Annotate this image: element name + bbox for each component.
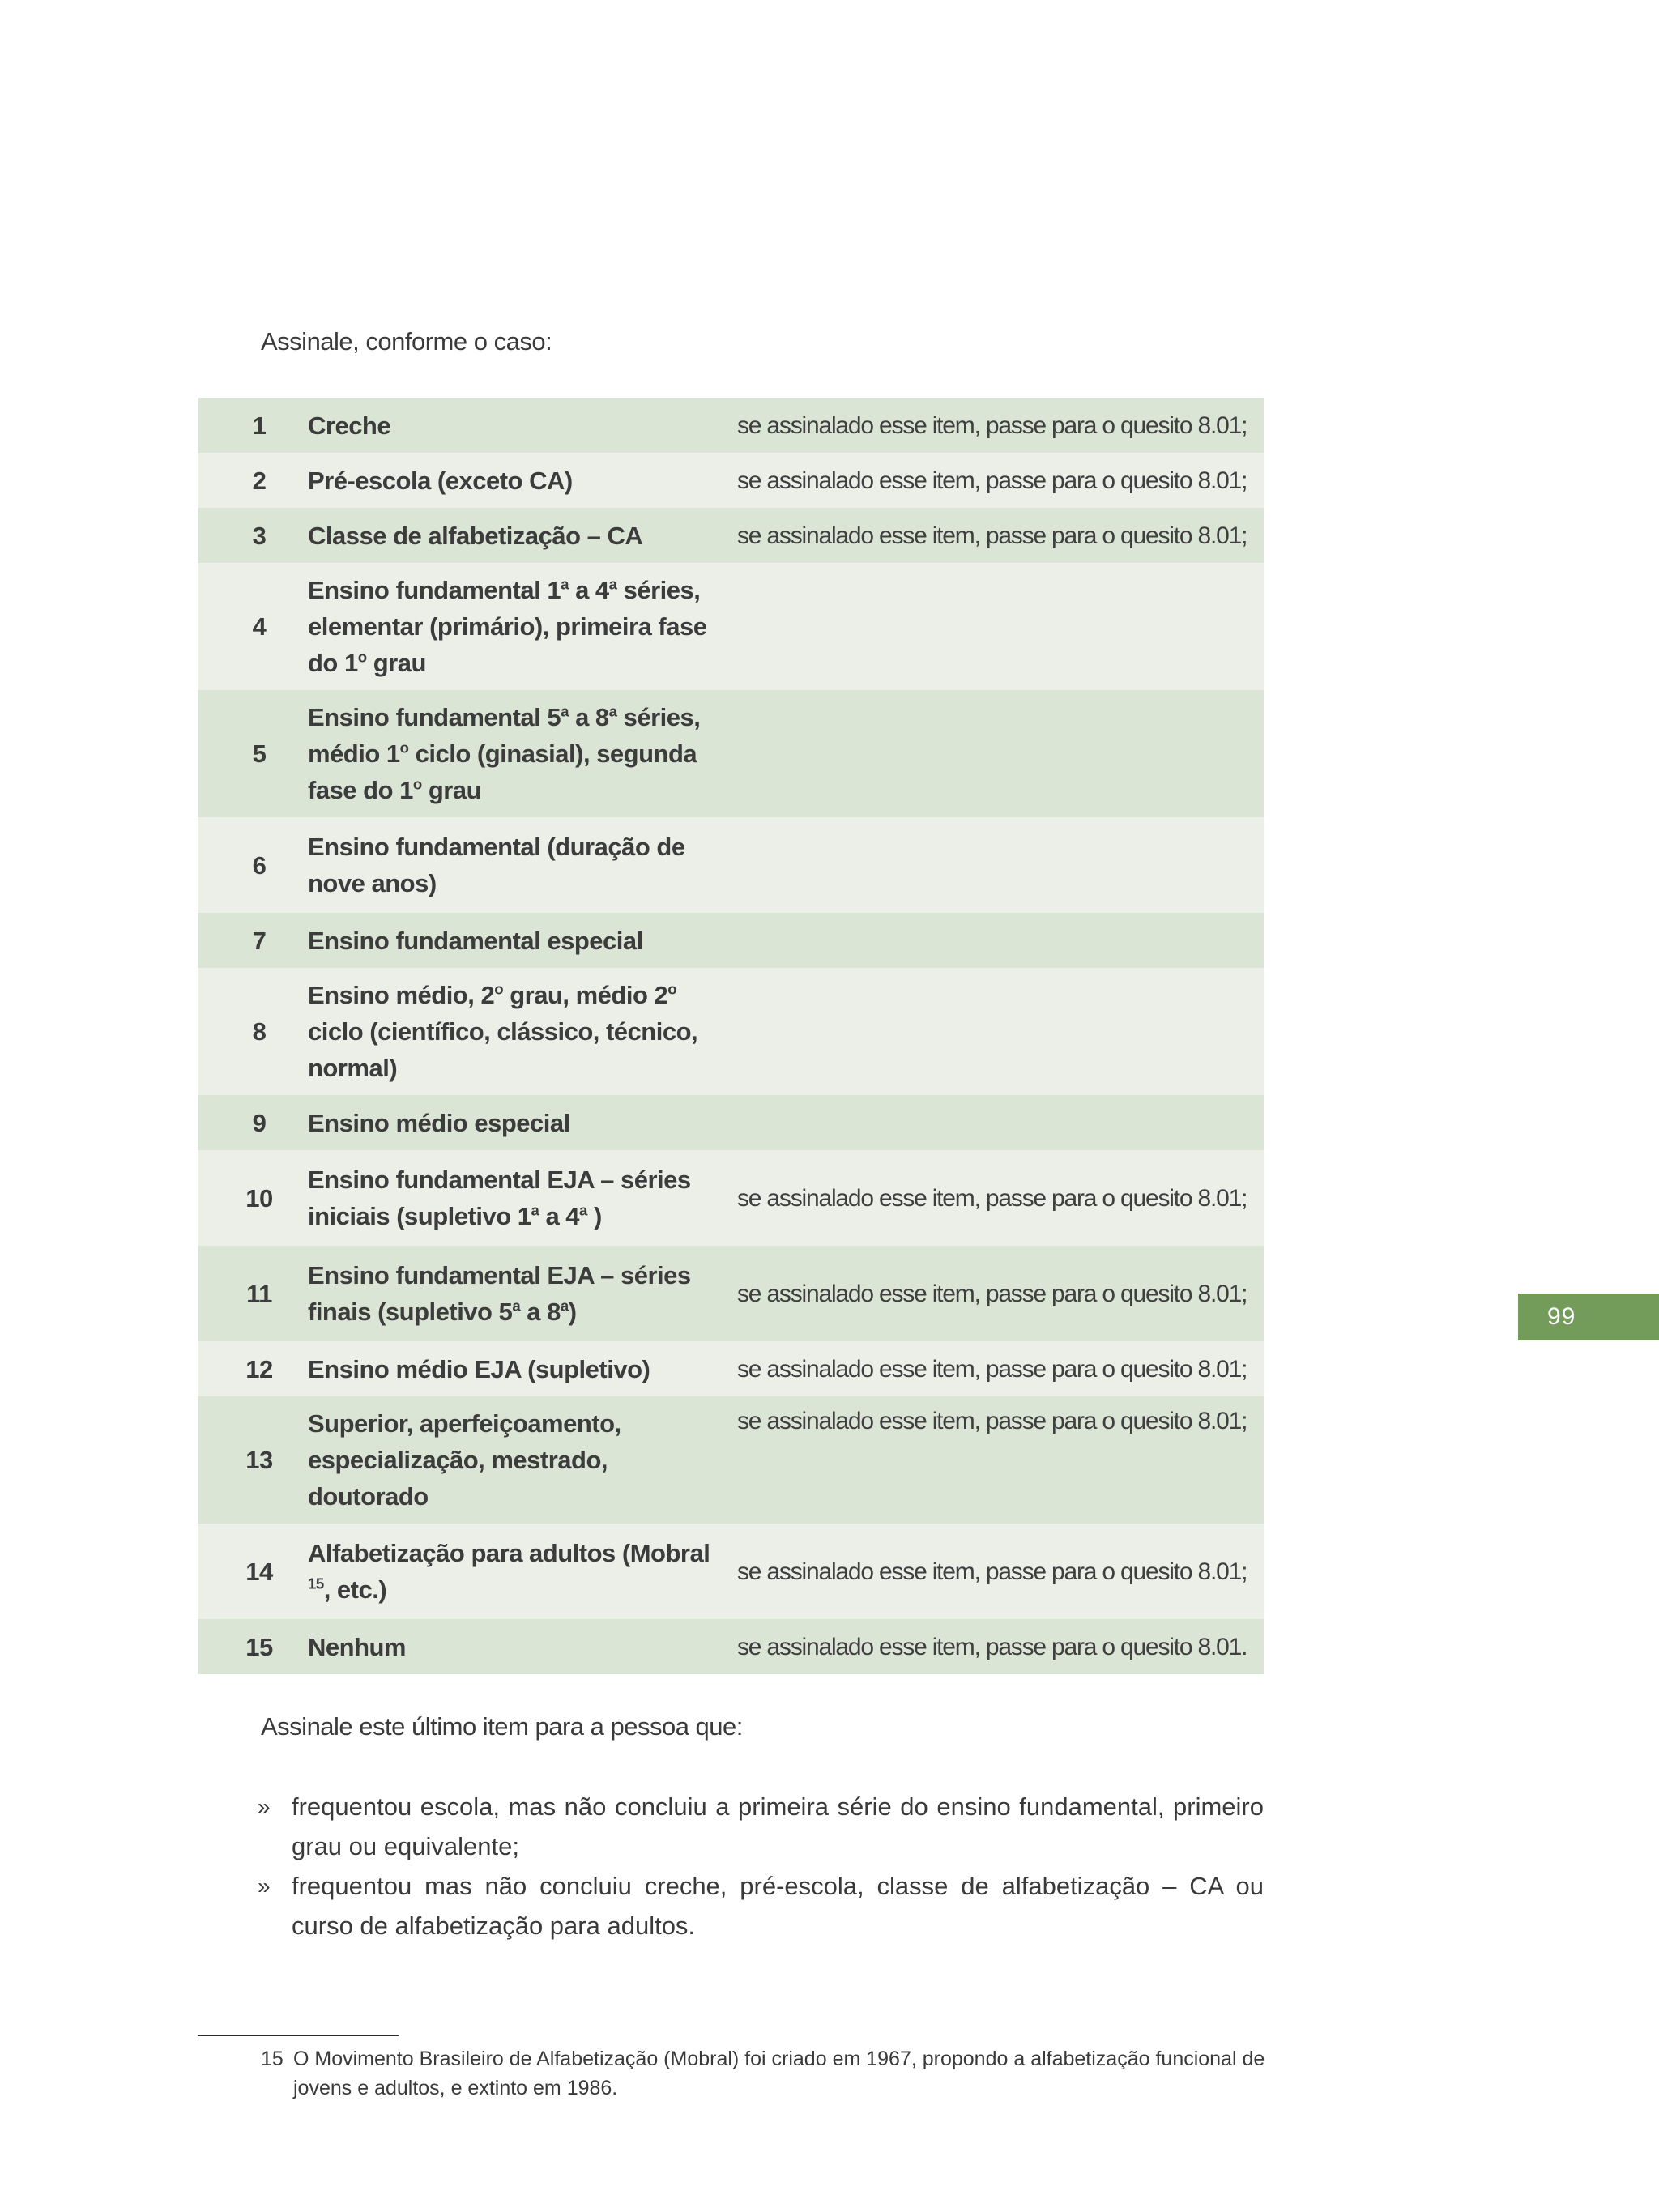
row-label: Nenhum [308,1632,406,1661]
row-note: se assinalado esse item, passe para o quesito 8.01; [737,1280,1247,1307]
table-row [198,1095,1264,1150]
row-number: 10 [245,1183,273,1213]
row-note: se assinalado esse item, passe para o quesito 8.01; [737,1558,1247,1585]
row-note: se assinalado esse item, passe para o quesito 8.01; [737,1355,1247,1383]
row-label: Ensino médio especial [308,1108,570,1137]
list-item [258,1866,1264,1946]
row-label: Ensino fundamental 5$^a$ a 8$^a$ séries, médio 1$^o$ ciclo (ginasial), segunda fase do 1$^o$ grau [308,702,701,804]
footnote-divider [198,2035,399,2036]
row-label: Alfabetização para adultos (Mobral $^{15}$, etc.) [308,1539,710,1604]
row-note: se assinalado esse item, passe para o quesito 8.01; [737,1184,1247,1212]
row-label: Ensino fundamental (duração de nove anos) [308,833,685,897]
row-number: 13 [245,1446,273,1474]
row-note [737,913,1264,968]
page-number-tab: 99 [1518,1294,1659,1340]
options-table [198,398,1264,1674]
table-row [198,1150,1264,1246]
row-note: se assinalado esse item, passe para o quesito 8.01; [737,1408,1247,1434]
row-note [737,563,1264,690]
table-row [198,690,1264,817]
bullet-list [258,1787,1264,1946]
bullet-marker: » [258,1873,271,1899]
row-note [737,690,1264,817]
table-row [198,968,1264,1095]
row-note: se assinalado esse item, passe para o quesito 8.01. [737,1633,1247,1660]
row-label: Creche [308,411,391,440]
row-note [737,968,1264,1095]
row-number: 14 [245,1557,273,1586]
row-number: 6 [252,850,267,880]
table-row [198,1524,1264,1619]
row-label: Ensino médio EJA (supletivo) [308,1354,650,1383]
row-label: Ensino fundamental EJA – séries iniciais (supletivo 1$^a$ a 4$^a$ ) [308,1166,691,1230]
row-label: Ensino fundamental 1$^a$ a 4$^a$ séries, elementar (primário), primeira fase do 1$^o$ grau [308,575,707,677]
table-row [198,817,1264,913]
row-label: Ensino médio, 2$^o$ grau, médio 2$^o$ ciclo (científico, clássico, técnico, normal) [308,980,698,1082]
table-row [198,1341,1264,1396]
row-number: 1 [252,411,267,440]
row-number: 9 [252,1108,267,1137]
list-item-text: frequentou mas não concluiu creche, pré-escola, classe de alfabetização – CA ou curso de alfabetização para adultos. [292,1872,1264,1940]
row-label: Classe de alfabetização – CA [308,521,643,550]
footnote-number: 15 [261,2048,284,2070]
table-row [198,1619,1264,1674]
row-number: 8 [252,1017,267,1046]
row-label: Ensino fundamental especial [308,926,643,955]
row-number: 5 [252,739,267,768]
bullet-marker: » [258,1794,271,1819]
list-item-text: frequentou escola, mas não concluiu a primeira série do ensino fundamental, primeiro grau ou equivalente; [292,1792,1264,1860]
row-label: Pré-escola (exceto CA) [308,466,573,495]
row-number: 7 [252,926,267,955]
table-row [198,913,1264,968]
table-row [198,1396,1264,1524]
table-row [198,563,1264,690]
table-row [198,508,1264,563]
row-note: se assinalado esse item, passe para o quesito 8.01; [737,467,1247,494]
footnote [261,2044,1265,2103]
intro-text: Assinale, conforme o caso: [261,327,552,356]
row-number: 2 [252,466,267,495]
row-note: se assinalado esse item, passe para o quesito 8.01; [737,411,1247,439]
row-number: 3 [252,521,267,550]
row-number: 15 [245,1632,273,1661]
instruction-text: Assinale este último item para a pessoa que: [261,1712,743,1741]
row-label: Superior, aperfeiçoamento, especialização, mestrado, doutorado [308,1409,621,1511]
row-number: 11 [246,1279,272,1308]
list-item [258,1787,1264,1866]
row-label: Ensino fundamental EJA – séries finais (supletivo 5$^a$ a 8$^a$) [308,1261,691,1326]
row-note [737,1095,1264,1150]
row-note: se assinalado esse item, passe para o quesito 8.01; [737,522,1247,549]
footnote-text: O Movimento Brasileiro de Alfabetização (Mobral) foi criado em 1967, propondo a alfabetização funcional de jovens e adultos, e extinto em 1986. [293,2048,1265,2099]
table-row [198,1246,1264,1341]
table-row [198,398,1264,453]
table-row [198,453,1264,508]
row-number: 4 [252,612,267,641]
row-number: 12 [245,1354,273,1383]
row-note [737,817,1264,913]
